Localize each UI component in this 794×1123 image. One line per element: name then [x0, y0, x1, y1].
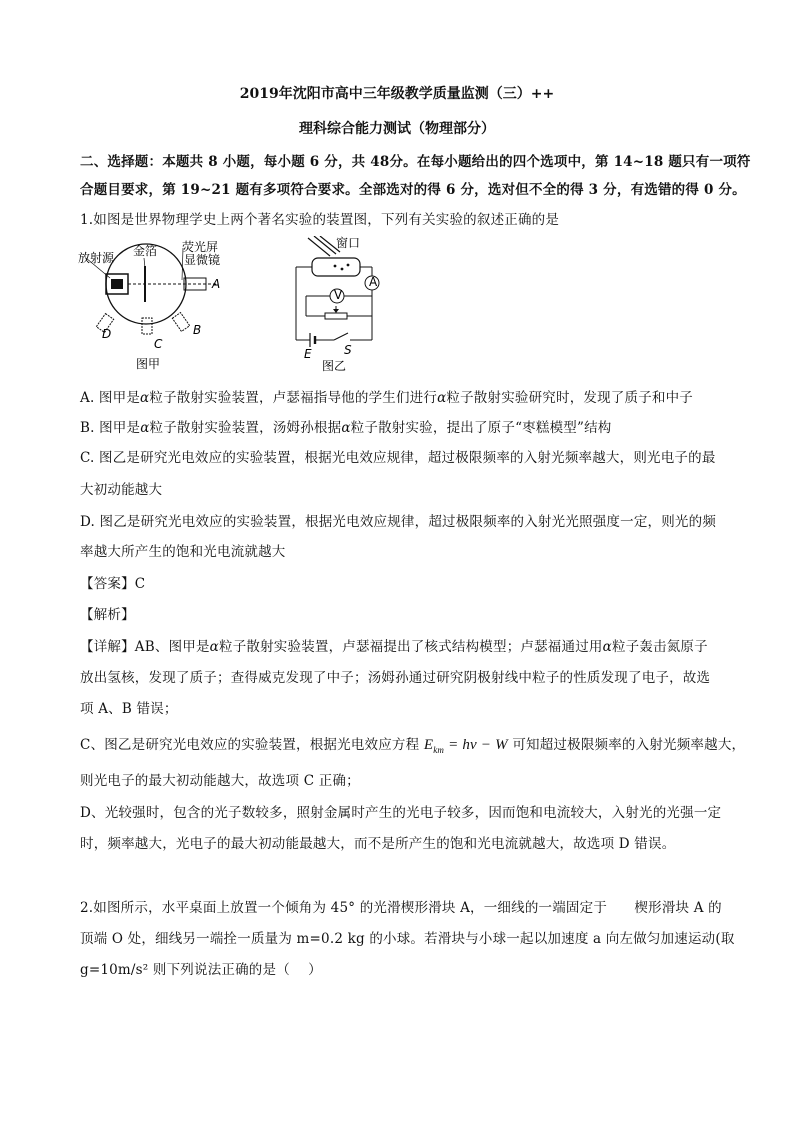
q1-detail-line4: C、图乙是研究光电效应的实验装置，根据光电效应方程 $E_{km} = h\nu - W$ 可知超过极限频率的入射光频率越大，	[80, 737, 746, 755]
label-foil: 金箔	[133, 244, 158, 258]
voltmeter-label: V	[334, 288, 343, 302]
q1-analysis-heading: 【解析】	[80, 607, 135, 623]
label-pos-c: C	[154, 337, 163, 351]
q1-option-a: A. 图甲是α粒子散射实验装置，卢瑟福指导他的学生们进行α粒子散射实验研究时，发现了质子和中子	[80, 390, 694, 406]
q1-detail-line2: 放出氢核，发现了质子；查得威克发现了中子；汤姆孙通过研究阴极射线中粒子的性质发现了电子，故选	[80, 670, 711, 686]
label-source: 放射源	[78, 251, 115, 265]
battery-label: E	[304, 347, 312, 361]
q1-option-d-line1: D. 图乙是研究光电效应的实验装置，根据光电效应规律，超过极限频率的入射光光照强度一定，则光的频	[80, 514, 717, 530]
caption-fig-jia: 图甲	[136, 357, 161, 371]
label-pos-a: A	[212, 277, 221, 291]
q1-detail-line6: D、光较强时，包含的光子数较多，照射金属时产生的光电子较多，因而饱和电流较大，入射光的光强一定	[80, 805, 722, 821]
q2-line3: g=10m/s² 则下列说法正确的是（ ）	[80, 962, 322, 978]
q1-detail-line1: 【详解】AB、图甲是α粒子散射实验装置，卢瑟福提出了核式结构模型；卢瑟福通过用α粒子轰击氮原子	[80, 639, 708, 655]
q2-line2: 顶端 O 处，细线另一端拴一质量为 m=0.2 kg 的小球。若滑块与小球一起以加速度 a 向左做匀加速运动(取	[80, 931, 735, 947]
q1-option-c-line2: 大初动能越大	[80, 482, 163, 498]
q1-detail-line3: 项 A、B 错误；	[80, 701, 178, 717]
exam-title: 2019年沈阳市高中三年级教学质量监测（三）++	[239, 86, 555, 102]
exam-subtitle: 理科综合能力测试（物理部分）	[299, 121, 495, 137]
q1-detail-line7: 时，频率越大，光电子的最大初动能最越大，而不是所产生的饱和光电流就越大，故选项 D 错误。	[80, 836, 676, 852]
figure-alpha-scattering	[78, 240, 228, 375]
q2-line1: 2.如图所示，水平桌面上放置一个倾角为 45° 的光滑楔形滑块 A，一细线的一端固定于 楔形滑块 A 的	[80, 900, 722, 916]
q1-option-b: B. 图甲是α粒子散射实验装置，汤姆孙根据α粒子散射实验，提出了原子“枣糕模型”结构	[80, 420, 612, 436]
q1-stem: 1.如图是世界物理学史上两个著名实验的装置图，下列有关实验的叙述正确的是	[80, 212, 560, 228]
switch-label: S	[344, 343, 352, 357]
label-pos-b: B	[193, 323, 202, 337]
label-scope: 显微镜	[184, 253, 221, 267]
q1-answer: 【答案】C	[80, 576, 146, 592]
label-pos-d: D	[102, 327, 112, 341]
q1-option-d-line2: 率越大所产生的饱和光电流就越大	[80, 544, 286, 560]
label-screen: 荧光屏	[182, 240, 219, 254]
photoelectric-equation: $E_{km} = h\nu - W$	[423, 737, 508, 755]
figure-photoelectric	[290, 236, 390, 376]
caption-fig-yi: 图乙	[322, 359, 347, 373]
section-instructions-line1: 二、选择题：本题共 8 小题，每小题 6 分，共 48分。在每小题给出的四个选项中，第 14~18 题只有一项符	[80, 154, 751, 170]
q1-detail-line5: 则光电子的最大初动能越大，故选项 C 正确；	[80, 773, 360, 789]
label-window: 窗口	[336, 236, 361, 250]
ammeter-label: A	[369, 275, 378, 289]
q1-option-c-line1: C. 图乙是研究光电效应的实验装置，根据光电效应规律，超过极限频率的入射光频率越大，则光电子的最	[80, 450, 716, 466]
section-instructions-line2: 合题目要求，第 19~21 题有多项符合要求。全部选对的得 6 分，选对但不全的得 3 分，有选错的得 0 分。	[80, 182, 746, 198]
